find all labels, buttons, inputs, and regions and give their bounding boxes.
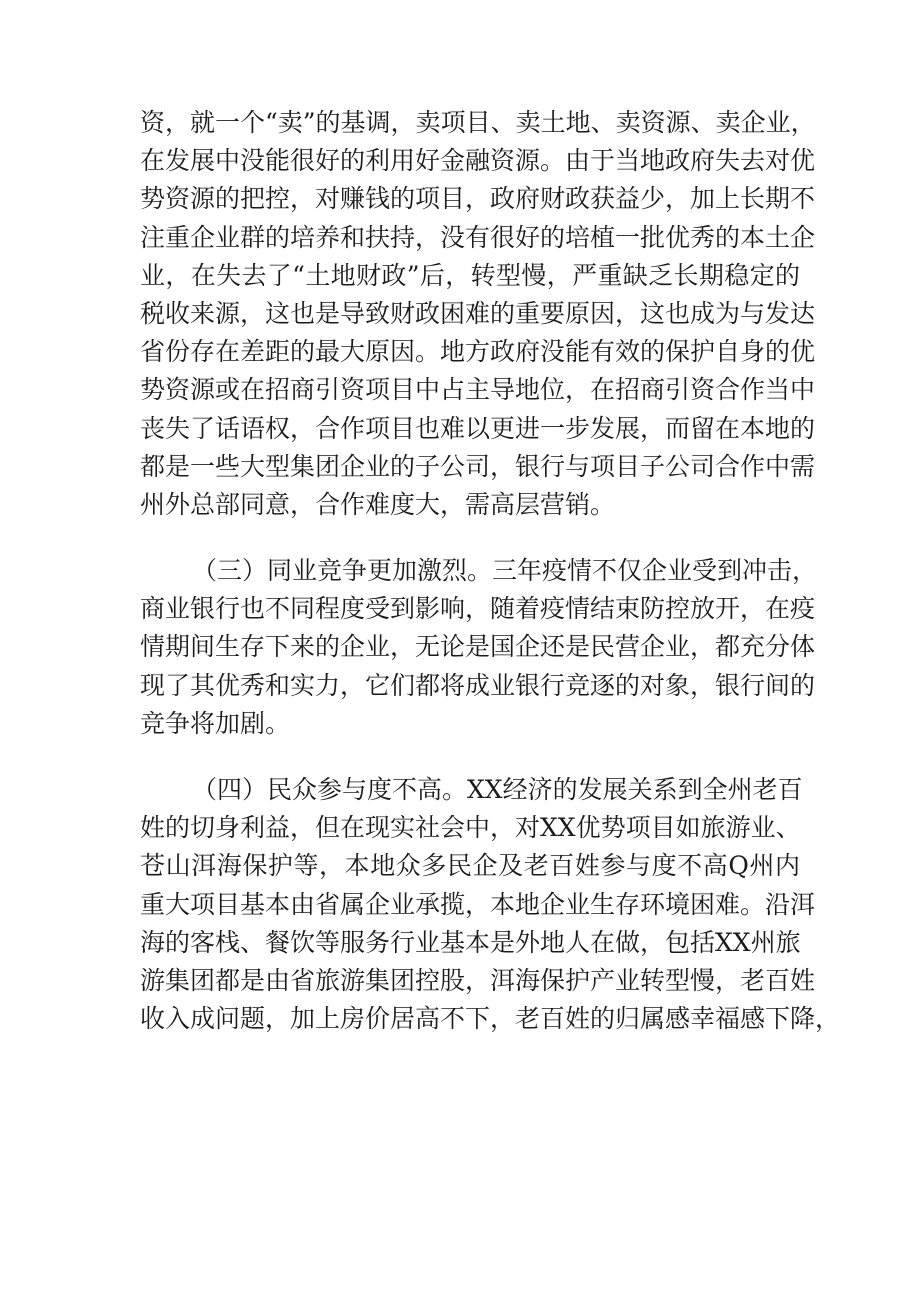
paragraph-1 (140, 104, 816, 524)
text-line: 收入成问题，加上房价居高不下，老百姓的归属感幸福感下降， (140, 1004, 841, 1034)
text-line: 都是一些大型集团企业的子公司，银行与项目子公司合作中需 (140, 451, 816, 481)
text-line: 姓的切身利益，但在现实社会中，对XX优势项目如旅游业、 (140, 813, 801, 843)
body-text (140, 104, 841, 1038)
text-line: （三）同业竞争更加激烈。三年疫情不仅企业受到冲击， (192, 556, 818, 586)
text-line: 丧失了话语权，合作项目也难以更进一步发展，而留在本地的 (140, 413, 816, 443)
text-line: 省份存在差距的最大原因。地方政府没能有效的保护自身的优 (140, 337, 816, 367)
text-line: 资，就一个“卖”的基调，卖项目、卖土地、卖资源、卖企业， (140, 108, 816, 137)
text-line: 游集团都是由省旅游集团控股，洱海保护产业转型慢，老百姓 (140, 965, 816, 995)
text-line: 州外总部同意，合作难度大，需高层营销。 (140, 489, 616, 519)
text-line: 苍山洱海保护等，本地众多民企及老百姓参与度不高Q州内 (140, 851, 800, 881)
text-line: 竞争将加剧。 (140, 708, 291, 738)
text-line: 商业银行也不同程度受到影响，随着疫情结束防控放开，在疫 (140, 594, 816, 624)
paragraph-2 (140, 552, 818, 743)
text-line: 业，在失去了“土地财政”后，转型慢，严重缺乏长期稳定的 (140, 260, 800, 290)
paragraph-spacer (140, 743, 800, 771)
text-line: 税收来源，这也是导致财政困难的重要原因，这也成为与发达 (140, 298, 816, 328)
text-line: 注重企业群的培养和扶持，没有很好的培植一批优秀的本土企 (140, 222, 816, 252)
text-line: 现了其优秀和实力，它们都将成业银行竞逐的对象，银行间的 (140, 670, 816, 700)
text-line: 势资源或在招商引资项目中占主导地位，在招商引资合作当中 (140, 375, 816, 405)
text-line: （四）民众参与度不高。XX经济的发展关系到全州老百 (192, 775, 803, 804)
text-line: 重大项目基本由省属企业承揽，本地企业生存环境困难。沿洱 (140, 889, 816, 919)
text-line: 势资源的把控，对赚钱的项目，政府财政获益少，加上长期不 (140, 184, 816, 214)
text-line: 情期间生存下来的企业，无论是国企还是民营企业，都充分体 (140, 632, 816, 662)
text-line: 在发展中没能很好的利用好金融资源。由于当地政府失去对优 (140, 146, 816, 176)
paragraph-spacer (140, 524, 800, 552)
text-line: 海的客栈、餐饮等服务行业基本是外地人在做，包括XX州旅 (140, 927, 801, 957)
paragraph-3 (140, 771, 841, 1038)
